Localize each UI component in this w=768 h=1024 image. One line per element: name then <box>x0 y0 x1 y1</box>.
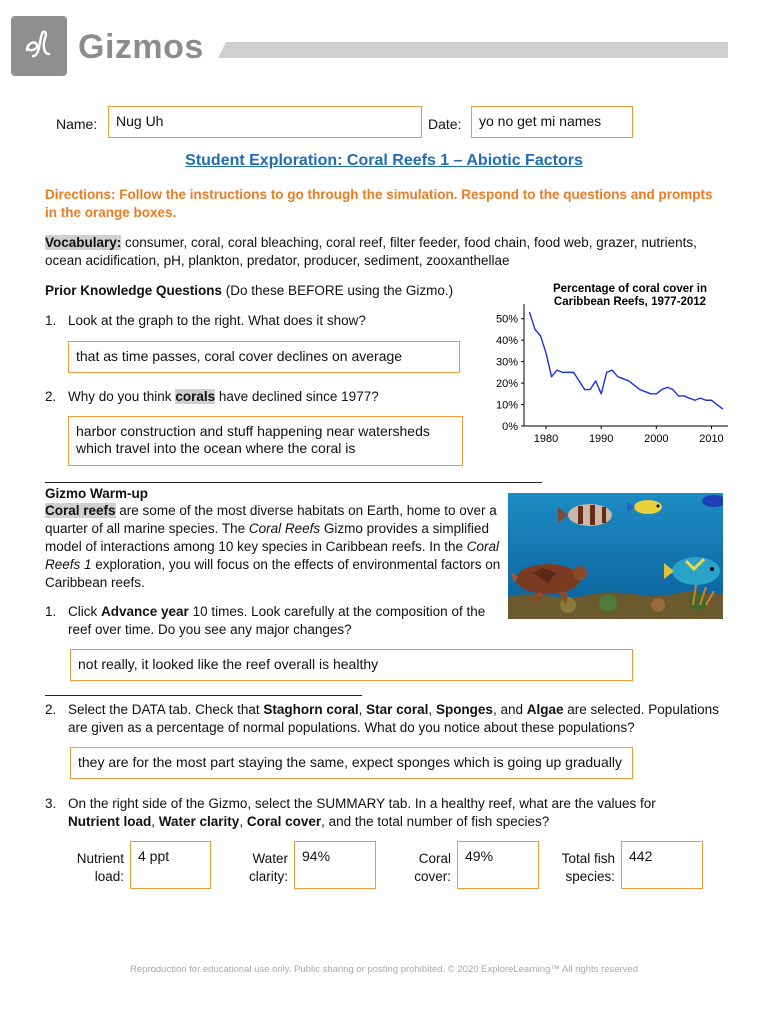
prior-knowledge-heading <box>45 282 485 300</box>
warmup-q2-star: Star coral <box>366 702 429 717</box>
warmup-q3-c: , <box>151 814 159 829</box>
prior-q2-post: have declined since 1977? <box>215 389 379 404</box>
prior-heading-text: Prior Knowledge Questions <box>45 283 223 298</box>
nutrient-label-line-1: Nutrient <box>76 851 124 866</box>
y-tick-label: 20% <box>495 378 518 391</box>
water-label-line-2: clarity: <box>248 869 288 884</box>
warmup-q2-sponges: Sponges <box>435 702 493 717</box>
prior-q1: Look at the graph to the right. What does it show? <box>68 313 366 328</box>
data-point <box>595 380 596 381</box>
date-label: Date: <box>428 116 462 132</box>
data-point <box>711 400 712 401</box>
el-logo-icon <box>19 26 59 66</box>
data-point <box>568 372 569 373</box>
warmup-q3 <box>68 795 688 831</box>
data-point <box>656 393 657 394</box>
data-point <box>661 389 662 390</box>
data-point <box>612 370 613 371</box>
warmup-q2-e: , and <box>492 702 527 717</box>
fish-species-field[interactable]: 442 <box>621 841 703 889</box>
data-point <box>628 380 629 381</box>
water-label-line-1: Water <box>252 851 288 866</box>
warmup-text-1: are some of the most diverse habitats on Earth, home to over a quarter of all marine species. The <box>45 503 497 536</box>
warmup-q3-cover: Coral cover <box>246 814 322 829</box>
data-point <box>694 400 695 401</box>
data-point <box>700 398 701 399</box>
warmup-q2-staghorn: Staghorn coral <box>263 702 359 717</box>
warmup-text-3: exploration, you will focus on the effects of environmental factors on Caribbean reefs. <box>45 557 501 590</box>
x-tick-label: 2000 <box>644 433 669 445</box>
warmup-q1-number: 1. <box>45 604 57 619</box>
warmup-q2-f: are selected. Populations are given as a percentage of normal populations. What do you notice about these populations? <box>68 702 719 735</box>
data-point <box>683 395 684 396</box>
data-point <box>584 389 585 390</box>
data-point <box>667 387 668 388</box>
data-point <box>689 398 690 399</box>
coral-cover-series-line <box>530 312 723 409</box>
warmup-q1-bold: Advance year <box>101 604 189 619</box>
y-tick-label: 10% <box>495 399 518 412</box>
coral-cover-chart <box>484 278 740 448</box>
warmup-q2-c: , <box>358 702 367 717</box>
chart-marks <box>529 312 723 410</box>
brand-name: Gizmos <box>78 28 204 66</box>
water-clarity-label <box>230 850 288 886</box>
water-clarity-field[interactable]: 94% <box>294 841 376 889</box>
warmup-italic-2: Coral Reefs 1 <box>45 539 500 572</box>
warmup-q3-e: , and the total number of fish species? <box>321 814 550 829</box>
warmup-q1 <box>68 603 498 639</box>
chart-title-line-1: Percentage of coral cover in <box>552 283 708 295</box>
name-label: Name: <box>56 116 98 132</box>
coral-cover-field[interactable]: 49% <box>457 841 539 889</box>
warmup-italic-1: Coral Reefs <box>248 521 321 536</box>
data-point <box>617 376 618 377</box>
warmup-q2-number: 2. <box>45 702 57 717</box>
coral-cover-label <box>400 850 451 886</box>
y-tick-label: 30% <box>495 356 518 369</box>
warmup-paragraph <box>45 502 503 592</box>
warmup-answer-1[interactable]: not really, it looked like the reef overall is healthy <box>70 649 633 681</box>
prior-answer-2[interactable]: harbor construction and stuff happening near watersheds which travel into the ocean where the coral is <box>68 416 463 466</box>
prior-q2-number: 2. <box>45 389 57 404</box>
footer-copyright: Reproduction for educational use only. Public sharing or posting prohibited. © 2020 ExploreLearning™ All rights reserved <box>130 964 638 975</box>
prior-q1-number: 1. <box>45 313 57 328</box>
coral-label-line-2: cover: <box>414 869 451 884</box>
fish-label-line-2: species: <box>565 869 615 884</box>
data-point <box>601 393 602 394</box>
warmup-text-2: Gizmo provides a simplified model of interactions among 10 key species in Caribbean reefs. In the <box>45 521 489 554</box>
warmup-q3-d: , <box>239 814 247 829</box>
data-point <box>634 385 635 386</box>
data-point <box>722 408 723 409</box>
warmup-q3-number: 3. <box>45 796 57 811</box>
nutrient-label-line-2: load: <box>94 869 124 884</box>
warmup-q1-post: 10 times. Look carefully at the composition of the reef over time. Do you see any major changes? <box>68 604 486 637</box>
warmup-q2-d: , <box>428 702 436 717</box>
vocabulary-list: consumer, coral, coral bleaching, coral reef, filter feeder, food chain, food web, grazer, nutrients, ocean acidification, pH, plankton, predator, producer, sediment, zooxanthellae <box>45 235 697 268</box>
chart-title-line-2: Caribbean Reefs, 1977-2012 <box>553 296 707 308</box>
coral-reef-image <box>508 493 723 619</box>
warmup-answer-2[interactable]: they are for the most part staying the same, expect sponges which is going up gradually <box>70 747 633 779</box>
nutrient-load-field[interactable]: 4 ppt <box>130 841 211 889</box>
header-bar <box>218 42 728 58</box>
prior-q2-pre: Why do you think <box>68 389 176 404</box>
data-point <box>623 378 624 379</box>
warmup-q2 <box>68 701 738 737</box>
data-point <box>672 389 673 390</box>
x-tick-label: 2010 <box>699 433 724 445</box>
data-point <box>534 329 535 330</box>
warmup-q3-nutrient: Nutrient load <box>68 814 152 829</box>
y-tick-label: 40% <box>495 335 518 348</box>
data-point <box>716 404 717 405</box>
x-tick-label: 1990 <box>588 433 614 445</box>
data-point <box>551 376 552 377</box>
warmup-q3-clarity: Water clarity <box>158 814 240 829</box>
nutrient-load-label <box>60 850 124 886</box>
data-point <box>606 372 607 373</box>
fish-species-label <box>548 850 615 886</box>
warmup-heading: Gizmo Warm-up <box>45 486 148 501</box>
vocabulary <box>45 234 735 270</box>
data-point <box>645 391 646 392</box>
data-point <box>590 389 591 390</box>
name-field[interactable]: Nug Uh <box>108 106 422 138</box>
data-point <box>573 372 574 373</box>
warmup-q1-pre: Click <box>68 604 101 619</box>
x-tick-label: 1980 <box>533 433 559 445</box>
data-point <box>639 389 640 390</box>
prior-q2-highlight: corals <box>175 389 216 404</box>
explorelearning-logo <box>11 16 67 76</box>
data-point <box>556 370 557 371</box>
vocabulary-label: Vocabulary: <box>45 235 122 250</box>
y-tick-label: 50% <box>495 313 518 326</box>
data-point <box>650 393 651 394</box>
prior-q2 <box>68 388 478 406</box>
prior-answer-1[interactable]: that as time passes, coral cover declines on average <box>68 341 460 373</box>
warmup-q2-algae: Algae <box>526 702 564 717</box>
page-title: Student Exploration: Coral Reefs 1 – Abiotic Factors <box>185 152 583 169</box>
data-point <box>540 335 541 336</box>
coral-label-line-1: Coral <box>418 851 451 866</box>
directions: Directions: Follow the instructions to go through the simulation. Respond to the questions and prompts in the orange boxes. <box>45 187 713 220</box>
section-divider-2 <box>45 695 362 696</box>
data-point <box>545 352 546 353</box>
data-point <box>705 400 706 401</box>
y-tick-label: 0% <box>502 421 518 433</box>
warmup-q2-a: Select the DATA tab. Check that <box>68 702 264 717</box>
warmup-q3-a: On the right side of the Gizmo, select the SUMMARY tab. In a healthy reef, what are the values for <box>68 796 656 811</box>
section-divider <box>45 482 542 483</box>
fish-label-line-1: Total fish <box>561 851 615 866</box>
prior-heading-note: (Do these BEFORE using the Gizmo.) <box>222 283 454 298</box>
warmup-highlight: Coral reefs <box>45 503 116 518</box>
data-point <box>678 395 679 396</box>
date-field[interactable]: yo no get mi names <box>471 106 633 138</box>
data-point <box>529 312 530 313</box>
data-point <box>562 372 563 373</box>
chart-axes <box>496 304 728 445</box>
data-point <box>579 380 580 381</box>
